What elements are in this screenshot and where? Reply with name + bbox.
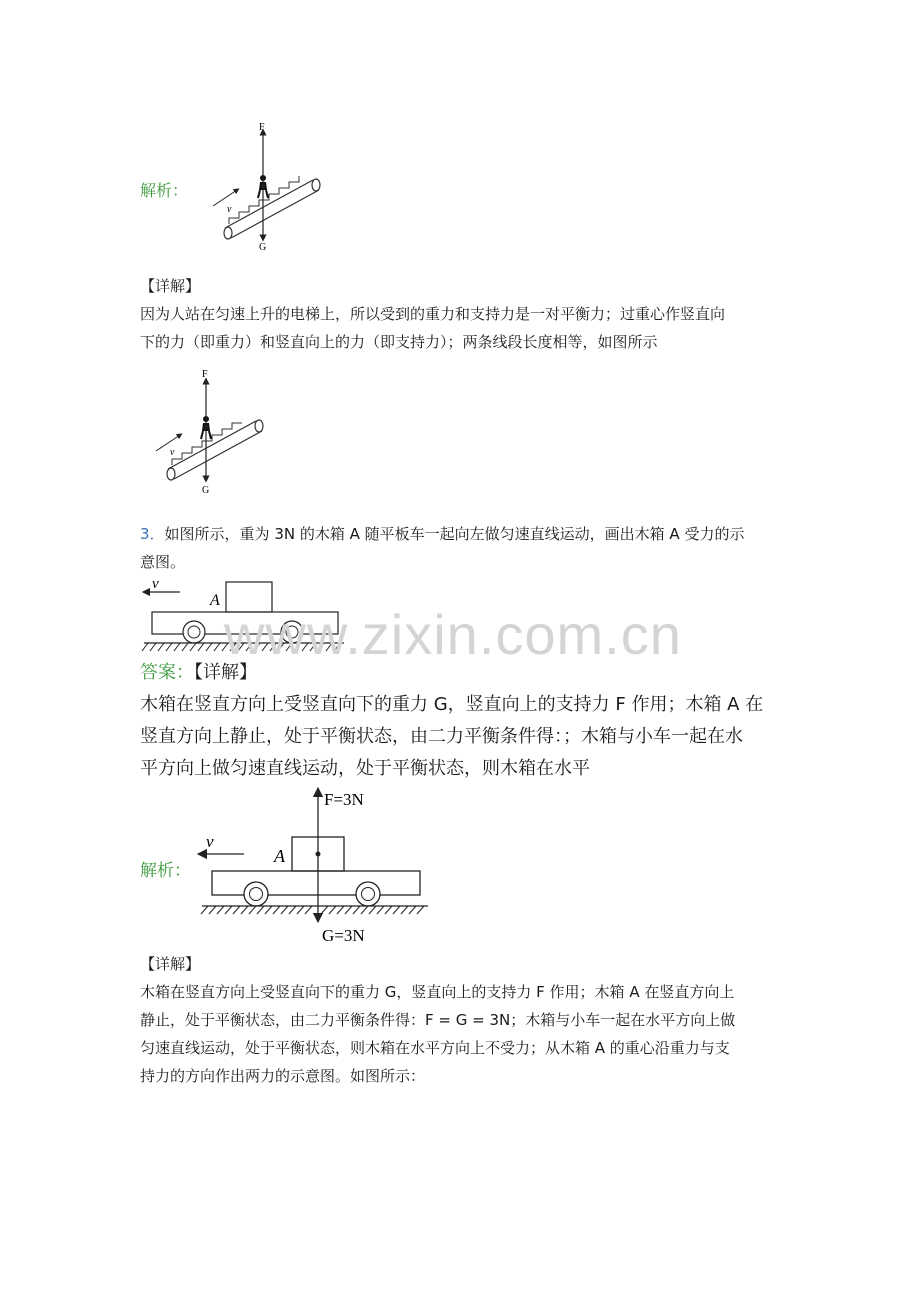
detail2-line-1: 木箱在竖直方向上受竖直向下的重力 G，竖直向上的支持力 F 作用；木箱 A 在竖直方向上 [140, 983, 735, 1001]
velocity-arrow [213, 190, 237, 206]
detail2-line-4: 持力的方向作出两力的示意图。如图所示： [140, 1067, 426, 1085]
analysis-label-2: 解析： [140, 861, 191, 881]
escalator-edge-top [225, 180, 313, 228]
label-v-2: v [170, 447, 175, 458]
detail-line-2: 下的力（即重力）和竖直向上的力（即支持力）；两条线段长度相等，如图所示 [140, 333, 658, 351]
label-f-2: F [202, 369, 208, 380]
label-v-q: v [152, 576, 159, 592]
cart-figure-analysis [196, 786, 436, 946]
detail2-line-3: 匀速直线运动，处于平衡状态，则木箱在水平方向上不受力；从木箱 A 的重心沿重力与支 [140, 1039, 730, 1057]
label-v-2b: v [206, 832, 214, 851]
watermark: www.zixin.com.cn [224, 603, 682, 666]
answer-heading: 【详解】 [194, 662, 257, 683]
escalator-figure-1 [205, 118, 325, 258]
analysis-label-1: 解析： [140, 181, 189, 200]
escalator-figure-2 [150, 365, 270, 505]
question-number: 3． [140, 525, 165, 543]
answer-line-2: 竖直方向上静止，处于平衡状态，由二力平衡条件得：；木箱与小车一起在水 [140, 726, 743, 747]
label-f: F [259, 122, 265, 133]
detail-heading-1: 【详解】 [140, 277, 201, 295]
label-g-2: G [202, 485, 210, 496]
answer-line-3: 平方向上做匀速直线运动，处于平衡状态，则木箱在水平 [140, 758, 590, 779]
label-g-force: G=3N [322, 926, 365, 945]
label-a-2: A [274, 846, 285, 866]
question-3-line-2: 意图。 [140, 553, 186, 571]
label-a-q: A [210, 592, 220, 609]
question-text: 如图所示，重为 3N 的木箱 A 随平板车一起向左做匀速直线运动，画出木箱 A 受力的示 [164, 525, 745, 543]
answer-heading-row [140, 656, 257, 689]
detail2-line-2: 静止，处于平衡状态，由二力平衡条件得：F = G = 3N；木箱与小车一起在水平方向上做 [140, 1011, 736, 1029]
label-f-force: F=3N [324, 790, 364, 809]
escalator-edge-bottom [231, 190, 319, 238]
answer-line-1: 木箱在竖直方向上受竖直向下的重力 G，竖直向上的支持力 F 作用；木箱 A 在 [140, 694, 764, 715]
detail-line-1: 因为人站在匀速上升的电梯上，所以受到的重力和支持力是一对平衡力；过重心作竖直向 [140, 305, 726, 323]
label-g: G [259, 242, 267, 253]
detail-heading-2: 【详解】 [140, 955, 201, 973]
label-v: v [227, 204, 232, 215]
question-3-line-1 [140, 520, 790, 549]
answer-label: 答案： [140, 662, 194, 683]
wheel-left [183, 621, 205, 643]
